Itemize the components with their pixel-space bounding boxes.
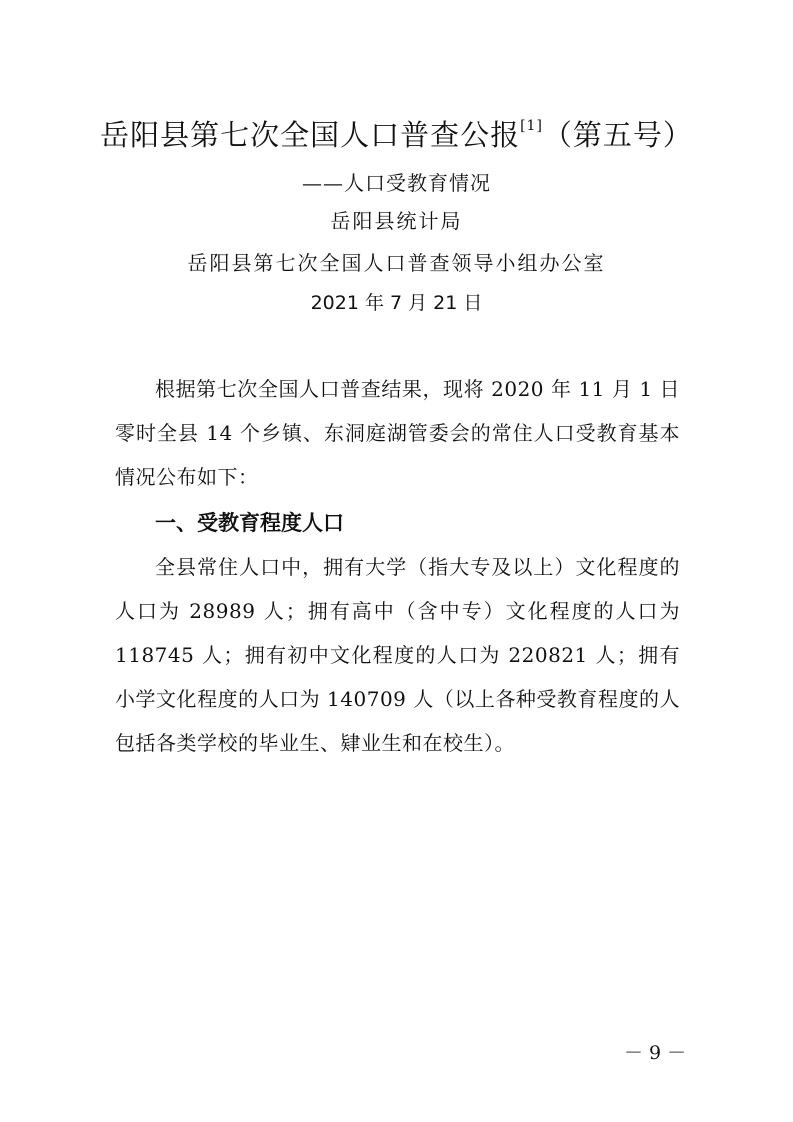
page-number: － 9 － [624,1042,687,1064]
issuer-census-office: 岳阳县第七次全国人口普查领导小组办公室 [187,251,606,275]
title-issue-number: （第五号） [542,118,693,152]
issuer-statistics-bureau: 岳阳县统计局 [330,209,463,233]
intro-paragraph: 根据第七次全国人口普查结果，现将 2020 年 11 月 1 日零时全县 14 个乡镇、东洞庭湖管委会的常住人口受教育基本情况公布如下： [115,377,680,489]
issue-date: 2021 年 7 月 21 日 [310,292,483,314]
section-paragraph-block [115,545,680,765]
section-paragraph: 全县常住人口中，拥有大学（指大专及以上）文化程度的人口为 28989 人；拥有高中（含中专）文化程度的人口为 118745 人；拥有初中文化程度的人口为 220821 人；拥有小学文化程度的人口为 140709 人（以上各种受教育程度的人包括各类学校的毕业生、肄业生和在校生）。 [115,555,680,755]
title-text: 岳阳县第七次全国人口普查公报 [100,118,521,152]
footnote-marker: [1] [520,118,543,135]
document-subtitle: ——人口受教育情况 [302,171,491,195]
section-heading: 一、受教育程度人口 [155,511,344,535]
document-title [0,110,793,160]
intro-paragraph-block [115,367,680,499]
